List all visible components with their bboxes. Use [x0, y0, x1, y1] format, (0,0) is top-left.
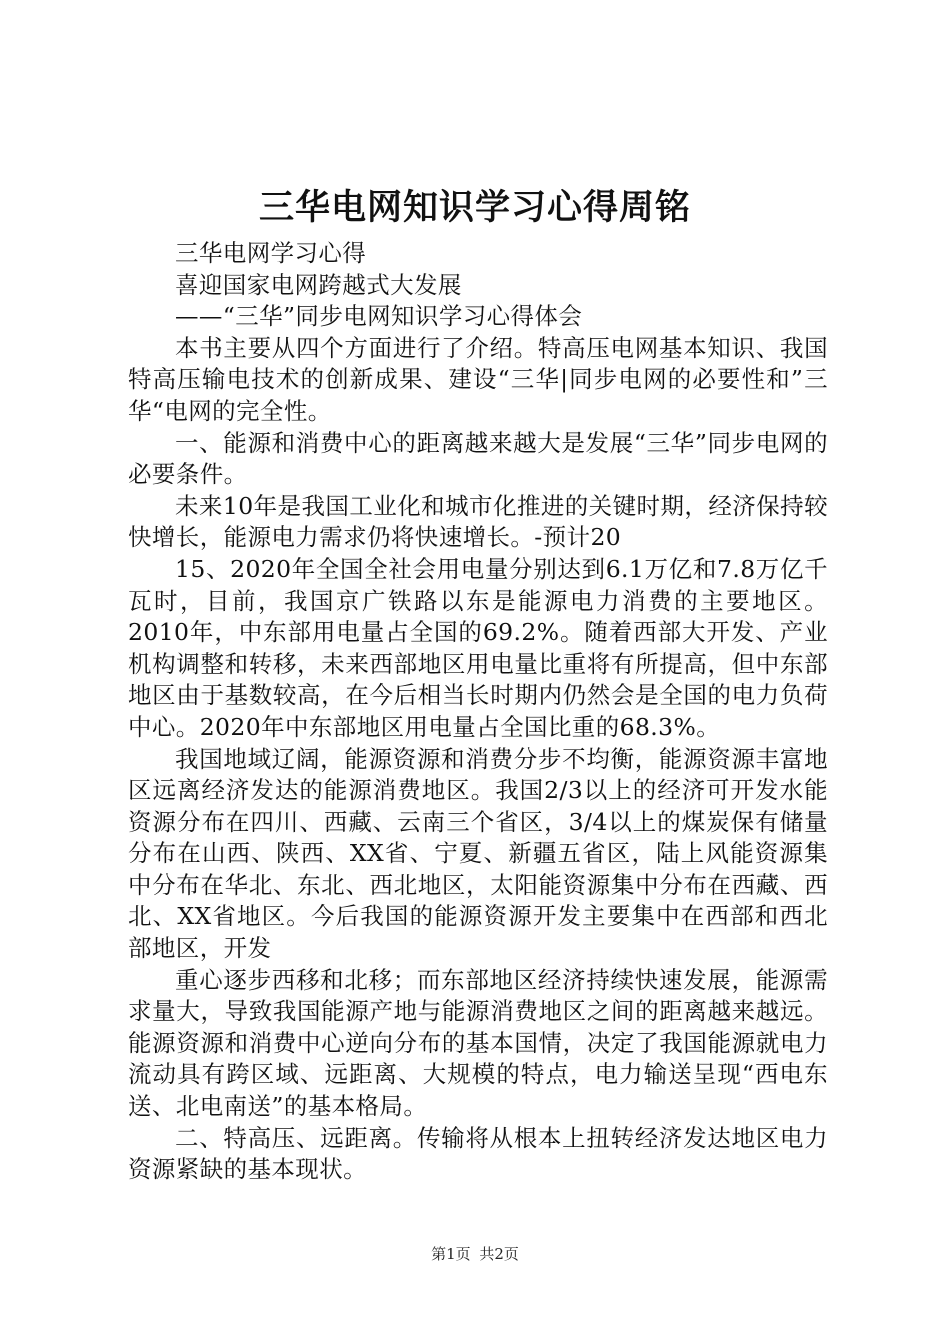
document-body: [128, 238, 828, 1186]
document-title: 三华电网知识学习心得周铭: [258, 187, 691, 228]
paragraph: 一、能源和消费中心的距离越来越大是发展“三华”同步电网的必要条件。: [128, 428, 828, 489]
paragraph: ——“三华”同步电网知识学习心得体会: [175, 302, 583, 331]
paragraph: 15、2020年全国全社会用电量分别达到6.1万亿和7.8万亿千瓦时，目前，我国京广铁路以东是能源电力消费的主要地区。2010年，中东部用电量占全国的69.2%。随着西部大开发、产业机构调整和转移，未来西部地区用电量比重将有所提高，但中东部地区由于基数较高，在今后相当长时期内仍然会是全国的电力负荷中心。2020年中东部地区用电量占全国比重的68.3%。: [128, 554, 828, 741]
paragraph: 二、特高压、远距离。传输将从根本上扭转经济发达地区电力资源紧缺的基本现状。: [128, 1123, 828, 1184]
paragraph: 我国地域辽阔，能源资源和消费分步不均衡，能源资源丰富地区远离经济发达的能源消费地区。我国2/3以上的经济可开发水能资源分布在四川、西藏、云南三个省区，3/4以上的煤炭保有储量分布在山西、陕西、XX省、宁夏、新疆五省区，陆上风能资源集中分布在华北、东北、西北地区，太阳能资源集中分布在西藏、西北、XX省地区。今后我国的能源资源开发主要集中在西部和西北部地区，开发: [128, 744, 828, 963]
paragraph: 三华电网学习心得: [175, 239, 367, 267]
paragraph: 喜迎国家电网跨越式大发展: [175, 270, 462, 299]
paragraph: 未来10年是我国工业化和城市化推进的关键时期，经济保持较快增长，能源电力需求仍将快速增长。-预计20: [128, 491, 828, 552]
page-footer: [0, 1244, 950, 1264]
page-total: 共2页: [479, 1245, 519, 1263]
paragraph: 重心逐步西移和北移；而东部地区经济持续快速发展，能源需求量大，导致我国能源产地与能源消费地区之间的距离越来越远。能源资源和消费中心逆向分布的基本国情，决定了我国能源就电力流动具有跨区域、远距离、大规模的特点，电力输送呈现“西电东送、北电南送”的基本格局。: [128, 965, 828, 1121]
page-number: 第1页: [431, 1245, 471, 1263]
paragraph: 本书主要从四个方面进行了介绍。特高压电网基本知识、我国特高压输电技术的创新成果、建设“三华|同步电网的必要性和”三华“电网的完全性。: [128, 333, 828, 425]
